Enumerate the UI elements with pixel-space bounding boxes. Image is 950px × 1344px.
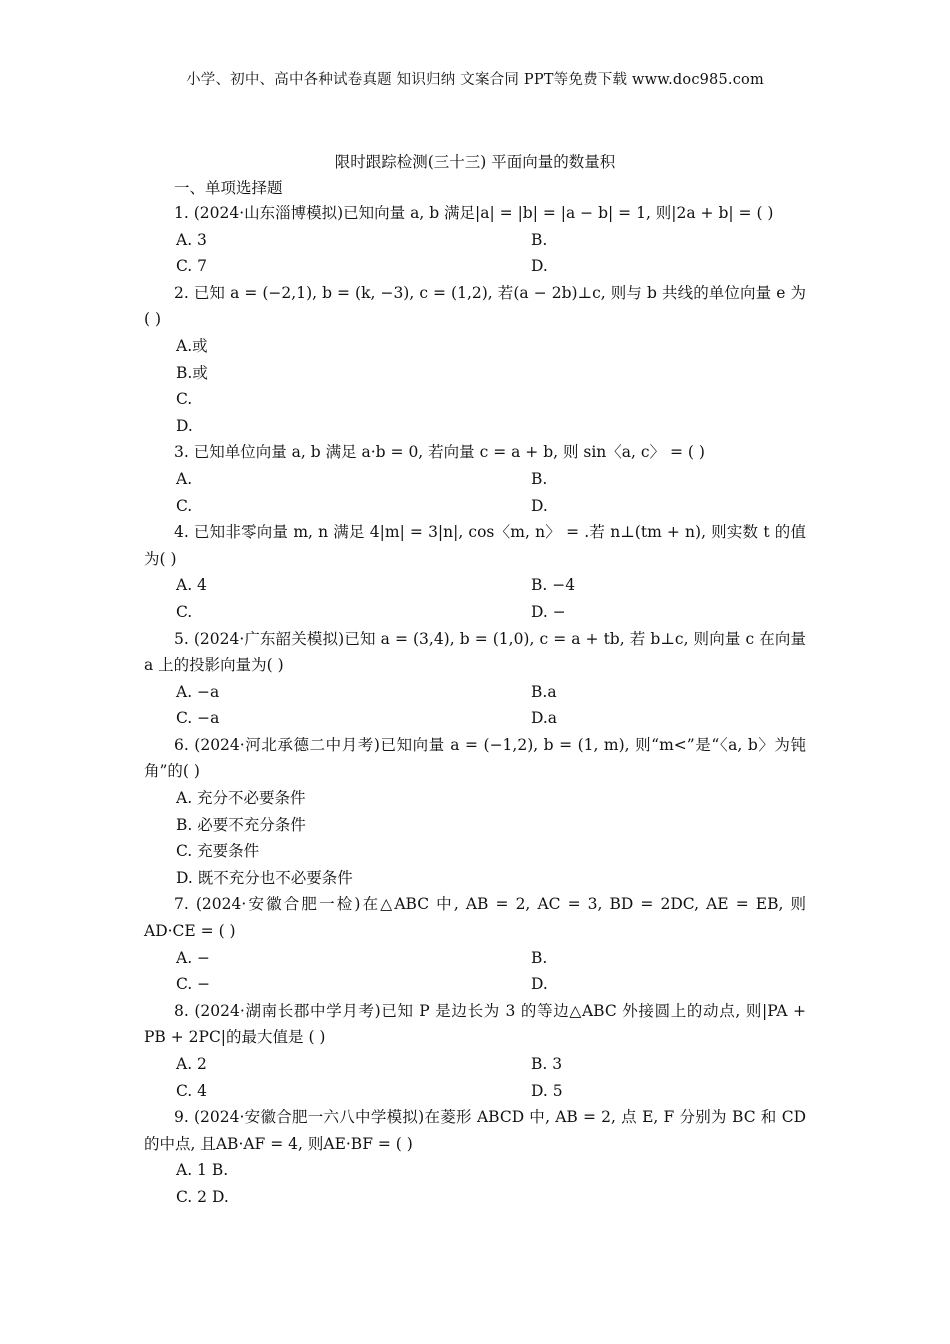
question-stem: 5. (2024·广东韶关模拟)已知 a = (3,4), b = (1,0), c = a + tb, 若 b⊥c, 则向量 c 在向量 a 上的投影向量为( ) (144, 629, 806, 675)
option-a: A. − (176, 948, 211, 967)
option-a: A. 2 (176, 1055, 207, 1073)
option-c: C. −a (176, 709, 220, 728)
option-c: C. (176, 602, 193, 621)
question-stem: 4. 已知非零向量 m, n 满足 4|m| = 3|n|, cos〈m, n〉 = .若 n⊥(tm + n), 则实数 t 的值为( ) (144, 523, 806, 568)
option-a: A.或 (176, 336, 208, 355)
question-stem: 2. 已知 a = (−2,1), b = (k, −3), c = (1,2), 若(a − 2b)⊥c, 则与 b 共线的单位向量 e 为( ) (144, 283, 806, 329)
option-d: D. − (531, 602, 566, 621)
question-5 (144, 626, 806, 732)
question-stem: 7. (2024·安徽合肥一检)在△ABC 中, AB = 2, AC = 3, BD = 2DC, AE = EB, 则 AD·CE = ( ) (144, 895, 806, 941)
option-d: D. (176, 416, 193, 435)
question-list (144, 200, 806, 1211)
option-b: B. 3 (531, 1055, 563, 1073)
option-c: C. − (176, 975, 211, 994)
option-a: A. 4 (176, 576, 207, 595)
option-a: A. (176, 469, 193, 488)
option-b: B. (531, 948, 548, 967)
option-ab: A. 1 B. (176, 1161, 229, 1180)
option-b: B. (531, 469, 548, 488)
question-7 (144, 891, 806, 997)
question-stem: 9. (2024·安徽合肥一六八中学模拟)在菱形 ABCD 中, AB = 2, 点 E, F 分别为 BC 和 CD 的中点, 且AB·AF = 4, 则AE·BF = ( ) (144, 1108, 806, 1153)
option-c: C. (176, 390, 193, 409)
option-a: A. −a (176, 682, 220, 701)
option-a: A. 充分不必要条件 (176, 789, 306, 808)
option-b: B. 必要不充分条件 (176, 815, 306, 834)
option-b: B. −4 (531, 576, 576, 595)
question-stem: 1. (2024·山东淄博模拟)已知向量 a, b 满足|a| = |b| = |a − b| = 1, 则|2a + b| = ( ) (174, 204, 774, 222)
question-9 (144, 1104, 806, 1210)
question-3 (144, 439, 806, 519)
option-d: D. 5 (531, 1081, 563, 1100)
question-6 (144, 732, 806, 892)
site-header: 小学、初中、高中各种试卷真题 知识归纳 文案合同 PPT等免费下载 www.doc985.com (186, 72, 764, 88)
question-2 (144, 280, 806, 440)
option-d: D. 既不充分也不必要条件 (176, 868, 353, 887)
question-stem: 8. (2024·湖南长郡中学月考)已知 P 是边长为 3 的等边△ABC 外接圆上的动点, 则|PA + PB + 2PC|的最大值是 ( ) (144, 1001, 806, 1047)
option-d: D. (531, 975, 548, 994)
question-stem: 6. (2024·河北承德二中月考)已知向量 a = (−1,2), b = (1, m), 则“m<”是“〈a, b〉为钝角”的( ) (144, 735, 806, 781)
option-d: D.a (531, 709, 558, 728)
question-stem: 3. 已知单位向量 a, b 满足 a·b = 0, 若向量 c = a + b, 则 sin〈a, c〉 = ( ) (174, 443, 705, 462)
option-b: B.或 (176, 363, 208, 382)
option-c: C. (176, 496, 193, 515)
question-4 (144, 519, 806, 625)
question-1 (144, 200, 806, 280)
option-cd: C. 2 D. (176, 1187, 229, 1206)
option-d: D. (531, 257, 548, 276)
option-c: C. 充要条件 (176, 842, 260, 861)
page-title: 限时跟踪检测(三十三) 平面向量的数量积 (334, 153, 616, 171)
option-c: C. 4 (176, 1081, 208, 1100)
section-heading: 一、单项选择题 (174, 179, 283, 197)
question-8 (144, 998, 806, 1104)
option-b: B.a (531, 682, 557, 701)
option-d: D. (531, 496, 548, 515)
option-c: C. 7 (176, 257, 208, 276)
option-a: A. 3 (176, 230, 207, 249)
option-b: B. (531, 230, 548, 249)
